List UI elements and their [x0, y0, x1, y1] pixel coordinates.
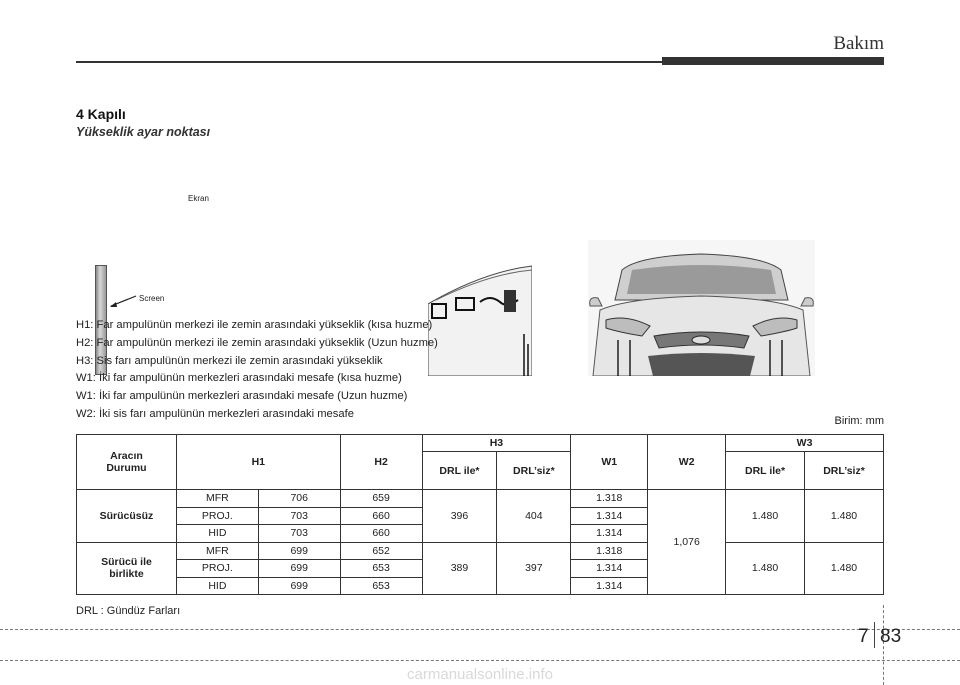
- cell-type: MFR: [176, 490, 258, 508]
- watermark: carmanualsonline.info: [407, 666, 553, 683]
- header-rule-thick: [662, 57, 884, 65]
- cell-type: HID: [176, 525, 258, 543]
- cell-type: MFR: [176, 542, 258, 560]
- page-subheading: Yükseklik ayar noktası: [76, 125, 211, 139]
- header-h3-nodrl: DRL’siz*: [497, 452, 571, 490]
- cell-h2: 653: [340, 577, 422, 595]
- header-w3-nodrl: DRL’siz*: [805, 452, 884, 490]
- figure-label-ekran: Ekran: [188, 194, 209, 203]
- header-w3-drl: DRL ile*: [726, 452, 805, 490]
- cell-h3-nodrl: 397: [497, 542, 571, 595]
- description-list: [76, 317, 438, 424]
- cell-h2: 660: [340, 507, 422, 525]
- footer-dash-line-lower: [0, 660, 960, 661]
- cell-w1: 1.314: [571, 577, 648, 595]
- figure-label-screen: Screen: [139, 294, 165, 303]
- chapter-number: 7: [858, 626, 869, 647]
- description-w1-low: W1: İki far ampulünün merkezleri arasındaki mesafe (kısa huzme): [76, 372, 402, 385]
- header-w1: W1: [571, 435, 648, 490]
- cell-h2: 653: [340, 560, 422, 578]
- cell-w2: 1,076: [648, 490, 726, 595]
- group-label-driverless: Sürücüsüz: [77, 490, 177, 543]
- header-w2: W2: [648, 435, 726, 490]
- page-number: 83: [880, 626, 902, 647]
- cell-w3-nodrl: 1.480: [805, 542, 884, 595]
- front-car-illustration: [588, 240, 815, 376]
- cell-w1: 1.314: [571, 560, 648, 578]
- unit-label: Birim: mm: [834, 415, 884, 427]
- cell-h3-drl: 396: [422, 490, 497, 543]
- cell-h1: 699: [258, 560, 340, 578]
- cell-w3-drl: 1.480: [726, 542, 805, 595]
- cell-w1: 1.318: [571, 542, 648, 560]
- cell-h2: 659: [340, 490, 422, 508]
- cell-w3-nodrl: 1.480: [805, 490, 884, 543]
- cell-h3-drl: 389: [422, 542, 497, 595]
- header-h2: H2: [340, 435, 422, 490]
- cell-w1: 1.314: [571, 507, 648, 525]
- cell-type: PROJ.: [176, 507, 258, 525]
- header-rule-thin: [76, 61, 666, 63]
- header-w3: W3: [726, 435, 884, 452]
- group-label-with-driver: Sürücü ile birlikte: [77, 542, 177, 595]
- header-h3: H3: [422, 435, 571, 452]
- cell-h1: 703: [258, 507, 340, 525]
- cell-h1: 703: [258, 525, 340, 543]
- description-w1-high: W1: İki far ampulünün merkezleri arasındaki mesafe (Uzun huzme): [76, 390, 408, 403]
- description-w2: W2: İki sis farı ampulünün merkezleri arasındaki mesafe: [76, 407, 354, 420]
- table-row: [77, 542, 884, 560]
- screen-pointer-arrow: [108, 294, 138, 310]
- cell-h1: 706: [258, 490, 340, 508]
- cell-h2: 652: [340, 542, 422, 560]
- page-number-separator: [874, 622, 875, 648]
- description-h1: H1: Far ampulünün merkezi ile zemin arasındaki yükseklik (kısa huzme): [76, 319, 433, 331]
- cell-h1: 699: [258, 577, 340, 595]
- header-h1: H1: [176, 435, 340, 490]
- cell-w1: 1.314: [571, 525, 648, 543]
- cell-type: PROJ.: [176, 560, 258, 578]
- section-title: Bakım: [833, 33, 884, 54]
- footnote: DRL : Gündüz Farları: [76, 605, 181, 617]
- footer-dash-line: [0, 629, 960, 630]
- description-h3: H3: Sis farı ampulünün merkezi ile zemin arasındaki yükseklik: [76, 354, 383, 367]
- header-h3-drl: DRL ile*: [422, 452, 497, 490]
- description-h2: H2: Far ampulünün merkezi ile zemin arasındaki yükseklik (Uzun huzme): [76, 336, 438, 349]
- cell-w1: 1.318: [571, 490, 648, 508]
- cell-h2: 660: [340, 525, 422, 543]
- cell-h3-nodrl: 404: [497, 490, 571, 543]
- page-heading: 4 Kapılı: [76, 106, 126, 122]
- cell-h1: 699: [258, 542, 340, 560]
- spec-table: [76, 434, 884, 595]
- side-car-illustration: [428, 264, 532, 376]
- header-vehicle-state: Aracın Durumu: [77, 435, 177, 490]
- cell-w3-drl: 1.480: [726, 490, 805, 543]
- cell-type: HID: [176, 577, 258, 595]
- table-row: [77, 490, 884, 508]
